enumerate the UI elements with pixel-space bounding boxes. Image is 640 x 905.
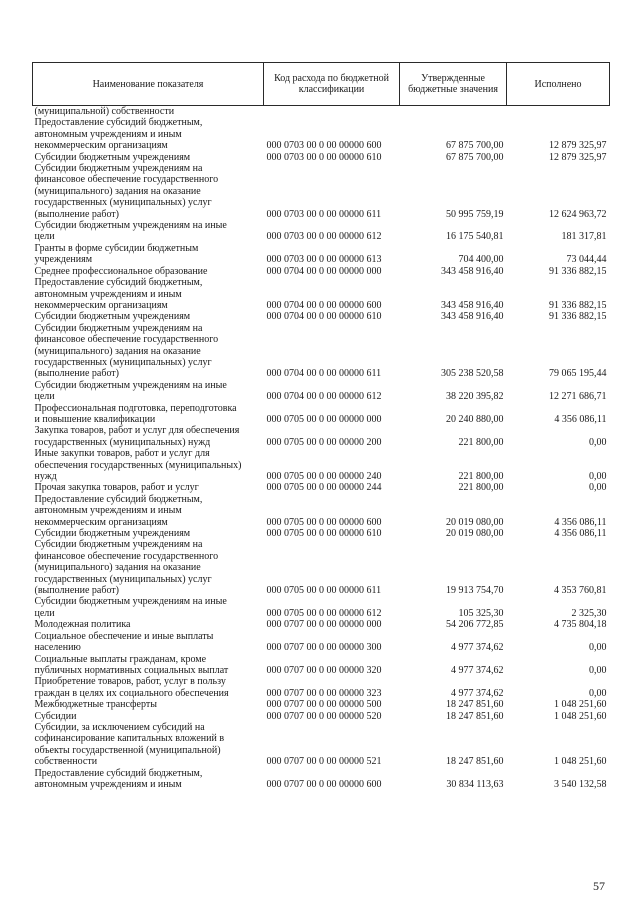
expense-code-cell: 000 0705 00 0 00 00000 244	[266, 482, 382, 494]
approved-value-cell: 67 875 700,00	[446, 151, 504, 163]
indicator-name-cell	[33, 152, 264, 163]
indicator-name-cell	[33, 699, 264, 710]
expense-code-cell: 000 0704 00 0 00 00000 612	[266, 391, 382, 403]
expense-code-cell: 000 0705 00 0 00 00000 600	[266, 516, 382, 528]
indicator-name-cell	[33, 494, 264, 528]
table-row	[33, 482, 610, 493]
expense-code-cell: 000 0704 00 0 00 00000 610	[266, 311, 382, 323]
expense-code-cell: 000 0707 00 0 00 00000 323	[266, 687, 382, 699]
executed-value-cell: 0,00	[589, 664, 607, 676]
indicator-name-line: обеспечения государственных (муниципальных)	[34, 459, 242, 471]
approved-value-cell: 704 400,00	[458, 254, 504, 266]
indicator-name-line: Социальное обеспечение и иные выплаты	[34, 630, 214, 642]
expense-code-cell: 000 0703 00 0 00 00000 610	[266, 151, 382, 163]
expense-code-cell: 000 0705 00 0 00 00000 610	[266, 528, 382, 540]
header-approved-values: Утвержденные бюджетные значения	[400, 63, 507, 106]
executed-value-cell: 91 336 882,15	[549, 311, 607, 323]
approved-value-cell: 19 913 754,70	[446, 585, 504, 597]
indicator-name-line: учреждениям	[34, 254, 93, 266]
indicator-name-line: софинансирование капитальных вложений в	[34, 733, 225, 745]
indicator-name-cell	[33, 163, 264, 220]
expense-code-cell: 000 0707 00 0 00 00000 500	[266, 699, 382, 711]
approved-value-cell: 67 875 700,00	[446, 140, 504, 152]
indicator-name-line: публичных нормативных социальных выплат	[34, 664, 229, 676]
executed-value-cell: 0,00	[589, 642, 607, 654]
indicator-name-cell	[33, 711, 264, 722]
executed-value-cell: 0,00	[589, 482, 607, 494]
indicator-name-line: Социальные выплаты гражданам, кроме	[34, 653, 207, 665]
expense-code-cell: 000 0703 00 0 00 00000 600	[266, 140, 382, 152]
indicator-name-line: Субсидии бюджетным учреждениям на иные	[34, 596, 227, 608]
indicator-name-cell	[33, 654, 264, 677]
table-row	[33, 722, 610, 768]
indicator-name-line: нужд	[34, 471, 57, 482]
table-header	[33, 63, 610, 106]
indicator-name-line: автономным учреждениям и иным	[34, 288, 182, 300]
indicator-name-line: населению	[34, 642, 81, 654]
executed-value-cell: 91 336 882,15	[549, 265, 607, 277]
header-indicator-name: Наименование показателя	[33, 63, 264, 106]
indicator-name-cell	[33, 768, 264, 791]
indicator-name-line: Предоставление субсидий бюджетным,	[34, 117, 203, 129]
indicator-name-cell	[33, 380, 264, 403]
expense-code-cell: 000 0703 00 0 00 00000 612	[266, 231, 382, 243]
indicator-name-cell	[33, 403, 264, 426]
indicator-name-line: Субсидии бюджетным учреждениям на иные	[34, 379, 227, 391]
executed-value-cell: 3 540 132,58	[554, 778, 607, 790]
indicator-name-line: Среднее профессиональное образование	[34, 265, 208, 277]
indicator-name-cell	[33, 323, 264, 380]
table-row	[33, 596, 610, 619]
executed-value-cell: 12 271 686,71	[549, 391, 607, 403]
indicator-name-cell	[33, 311, 264, 322]
executed-value-cell: 181 317,81	[561, 231, 607, 243]
indicator-name-line: собственности	[34, 756, 98, 768]
table-row	[33, 494, 610, 528]
approved-value-cell	[400, 106, 507, 118]
table-row	[33, 699, 610, 710]
table-row	[33, 619, 610, 630]
executed-value-cell: 12 624 963,72	[549, 208, 607, 220]
table-row	[33, 768, 610, 791]
indicator-name-line: автономным учреждениям и иным	[34, 128, 182, 140]
indicator-name-line: граждан в целях их социального обеспечения	[34, 687, 229, 699]
indicator-name-line: государственных (муниципальных) услуг	[34, 573, 212, 585]
expense-code-cell: 000 0703 00 0 00 00000 611	[266, 208, 382, 220]
indicator-name-line: Субсидии бюджетным учреждениям	[34, 311, 191, 323]
indicator-name-line: Субсидии	[34, 710, 77, 722]
table-row	[33, 311, 610, 322]
indicator-name-line: Межбюджетные трансферты	[34, 699, 157, 711]
indicator-name-line: Иные закупки товаров, работ и услуг для	[34, 448, 210, 460]
indicator-name-line: цели	[34, 231, 55, 243]
budget-execution-table	[32, 62, 610, 790]
approved-value-cell: 221 800,00	[458, 471, 504, 482]
approved-value-cell: 18 247 851,60	[446, 710, 504, 722]
indicator-name-line: государственных (муниципальных) услуг	[34, 356, 212, 368]
indicator-name-cell	[33, 539, 264, 596]
expense-code-cell: 000 0704 00 0 00 00000 611	[266, 368, 382, 380]
approved-value-cell: 343 458 916,40	[441, 311, 504, 323]
table-row	[33, 676, 610, 699]
approved-value-cell: 305 238 520,58	[441, 368, 504, 380]
expense-code-cell: 000 0704 00 0 00 00000 600	[266, 299, 382, 311]
indicator-name-line: Субсидии бюджетным учреждениям на	[34, 163, 203, 175]
executed-value-cell: 4 356 086,11	[554, 516, 607, 528]
approved-value-cell: 30 834 113,63	[446, 778, 504, 790]
table-row	[33, 528, 610, 539]
executed-value-cell: 1 048 251,60	[554, 756, 607, 768]
executed-value-cell: 1 048 251,60	[554, 699, 607, 711]
indicator-name-line: Субсидии бюджетным учреждениям на	[34, 539, 203, 551]
expense-code-cell: 000 0707 00 0 00 00000 300	[266, 642, 382, 654]
table-row	[33, 106, 610, 118]
indicator-name-cell	[33, 448, 264, 482]
approved-value-cell: 20 019 080,00	[446, 528, 504, 540]
approved-value-cell: 20 240 880,00	[446, 413, 504, 425]
table-row	[33, 654, 610, 677]
indicator-name-line: автономным учреждениям и иным	[34, 505, 182, 517]
indicator-name-line: (выполнение работ)	[34, 208, 120, 220]
approved-value-cell: 4 977 374,62	[451, 664, 504, 676]
executed-value-cell: 73 044,44	[566, 254, 607, 266]
indicator-name-line: (муниципального) задания на оказание	[34, 345, 201, 357]
table-body	[33, 106, 610, 791]
indicator-name-line: (выполнение работ)	[34, 368, 120, 380]
header-expense-code: Код расхода по бюджетной классификации	[264, 63, 400, 106]
indicator-name-line: некоммерческим организациям	[34, 516, 168, 528]
indicator-name-cell	[33, 722, 264, 768]
table-row	[33, 711, 610, 722]
approved-value-cell: 16 175 540,81	[446, 231, 504, 243]
table-row	[33, 277, 610, 311]
executed-value-cell: 12 879 325,97	[549, 140, 607, 152]
approved-value-cell: 221 800,00	[458, 436, 504, 448]
expense-code-cell: 000 0705 00 0 00 00000 240	[266, 471, 382, 482]
table-row	[33, 152, 610, 163]
approved-value-cell: 221 800,00	[458, 482, 504, 494]
table-row	[33, 243, 610, 266]
executed-value-cell: 0,00	[589, 687, 607, 699]
approved-value-cell: 343 458 916,40	[441, 299, 504, 311]
indicator-name-line: (выполнение работ)	[34, 585, 120, 597]
table-row	[33, 403, 610, 426]
indicator-name-line: финансовое обеспечение государственного	[34, 550, 219, 562]
expense-code-cell: 000 0707 00 0 00 00000 520	[266, 710, 382, 722]
header-executed: Исполнено	[507, 63, 610, 106]
page-number: 57	[593, 879, 605, 893]
executed-value-cell: 12 879 325,97	[549, 151, 607, 163]
expense-code-cell: 000 0707 00 0 00 00000 000	[266, 619, 382, 631]
executed-value-cell: 0,00	[589, 436, 607, 448]
executed-value-cell: 0,00	[589, 471, 607, 482]
executed-value-cell: 91 336 882,15	[549, 299, 607, 311]
indicator-name-line: финансовое обеспечение государственного	[34, 174, 219, 186]
expense-code-cell: 000 0707 00 0 00 00000 320	[266, 664, 382, 676]
approved-value-cell: 54 206 772,85	[446, 619, 504, 631]
expense-code-cell: 000 0707 00 0 00 00000 600	[266, 778, 382, 790]
indicator-name-line: Субсидии бюджетным учреждениям	[34, 528, 191, 540]
expense-code-cell: 000 0705 00 0 00 00000 000	[266, 413, 382, 425]
executed-value-cell: 4 356 086,11	[554, 528, 607, 540]
indicator-name-line: объекты государственной (муниципальной)	[34, 744, 221, 756]
indicator-name-line: и повышение квалификации	[34, 413, 156, 425]
table-row	[33, 117, 610, 151]
indicator-name-cell	[33, 106, 264, 118]
table-row	[33, 539, 610, 596]
table-row	[33, 266, 610, 277]
table-row	[33, 380, 610, 403]
indicator-name-line: Профессиональная подготовка, переподготовка	[34, 402, 237, 414]
table-row	[33, 323, 610, 380]
indicator-name-line: цели	[34, 391, 55, 403]
table-row	[33, 163, 610, 220]
indicator-name-line: Приобретение товаров, работ, услуг в пользу	[34, 676, 226, 688]
indicator-name-cell	[33, 243, 264, 266]
approved-value-cell: 20 019 080,00	[446, 516, 504, 528]
expense-code-cell: 000 0705 00 0 00 00000 611	[266, 585, 382, 597]
indicator-name-cell	[33, 482, 264, 493]
indicator-name-line: Закупка товаров, работ и услуг для обеспечения	[34, 425, 240, 437]
indicator-name-line: Гранты в форме субсидии бюджетным	[34, 242, 199, 254]
indicator-name-line: Предоставление субсидий бюджетным,	[34, 277, 203, 289]
indicator-name-line: (муниципального) задания на оказание	[34, 562, 201, 574]
indicator-name-line: (муниципальной) собственности	[34, 106, 175, 117]
approved-value-cell: 105 325,30	[458, 607, 504, 619]
approved-value-cell: 18 247 851,60	[446, 756, 504, 768]
executed-value-cell: 1 048 251,60	[554, 710, 607, 722]
approved-value-cell: 50 995 759,19	[446, 208, 504, 220]
approved-value-cell: 343 458 916,40	[441, 265, 504, 277]
indicator-name-line: Молодежная политика	[34, 619, 131, 631]
expense-code-cell: 000 0705 00 0 00 00000 612	[266, 607, 382, 619]
indicator-name-line: цели	[34, 607, 55, 619]
expense-code-cell: 000 0707 00 0 00 00000 521	[266, 756, 382, 768]
executed-value-cell: 4 356 086,11	[554, 413, 607, 425]
expense-code-cell: 000 0705 00 0 00 00000 200	[266, 436, 382, 448]
table-row	[33, 220, 610, 243]
approved-value-cell: 4 977 374,62	[451, 687, 504, 699]
table-row	[33, 631, 610, 654]
expense-code-cell	[264, 106, 400, 118]
indicator-name-line: Прочая закупка товаров, работ и услуг	[34, 482, 199, 494]
indicator-name-line: государственных (муниципальных) нужд	[34, 436, 211, 448]
indicator-name-cell	[33, 596, 264, 619]
indicator-name-cell	[33, 631, 264, 654]
expense-code-cell: 000 0703 00 0 00 00000 613	[266, 254, 382, 266]
indicator-name-line: некоммерческим организациям	[34, 299, 168, 311]
executed-value-cell: 2 325,30	[571, 607, 607, 619]
indicator-name-line: Предоставление субсидий бюджетным,	[34, 767, 203, 779]
indicator-name-cell	[33, 117, 264, 151]
executed-value-cell: 4 735 804,18	[554, 619, 607, 631]
indicator-name-line: Субсидии бюджетным учреждениям	[34, 151, 191, 163]
indicator-name-line: Субсидии бюджетным учреждениям на	[34, 322, 203, 334]
executed-value-cell	[507, 106, 610, 118]
executed-value-cell: 79 065 195,44	[549, 368, 607, 380]
indicator-name-line: Субсидии, за исключением субсидий на	[34, 721, 205, 733]
indicator-name-line: (муниципального) задания на оказание	[34, 185, 201, 197]
indicator-name-line: автономным учреждениям и иным	[34, 778, 182, 790]
indicator-name-line: Субсидии бюджетным учреждениям на иные	[34, 220, 227, 232]
indicator-name-line: финансовое обеспечение государственного	[34, 334, 219, 346]
indicator-name-cell	[33, 425, 264, 448]
indicator-name-line: некоммерческим организациям	[34, 140, 168, 152]
expense-code-cell: 000 0704 00 0 00 00000 000	[266, 265, 382, 277]
executed-value-cell: 4 353 760,81	[554, 585, 607, 597]
table-row	[33, 448, 610, 482]
indicator-name-cell	[33, 619, 264, 630]
indicator-name-line: государственных (муниципальных) услуг	[34, 197, 212, 209]
indicator-name-cell	[33, 220, 264, 243]
indicator-name-cell	[33, 277, 264, 311]
indicator-name-cell	[33, 266, 264, 277]
approved-value-cell: 4 977 374,62	[451, 642, 504, 654]
indicator-name-line: Предоставление субсидий бюджетным,	[34, 493, 203, 505]
approved-value-cell: 18 247 851,60	[446, 699, 504, 711]
indicator-name-cell	[33, 676, 264, 699]
table-row	[33, 425, 610, 448]
indicator-name-cell	[33, 528, 264, 539]
approved-value-cell: 38 220 395,82	[446, 391, 504, 403]
